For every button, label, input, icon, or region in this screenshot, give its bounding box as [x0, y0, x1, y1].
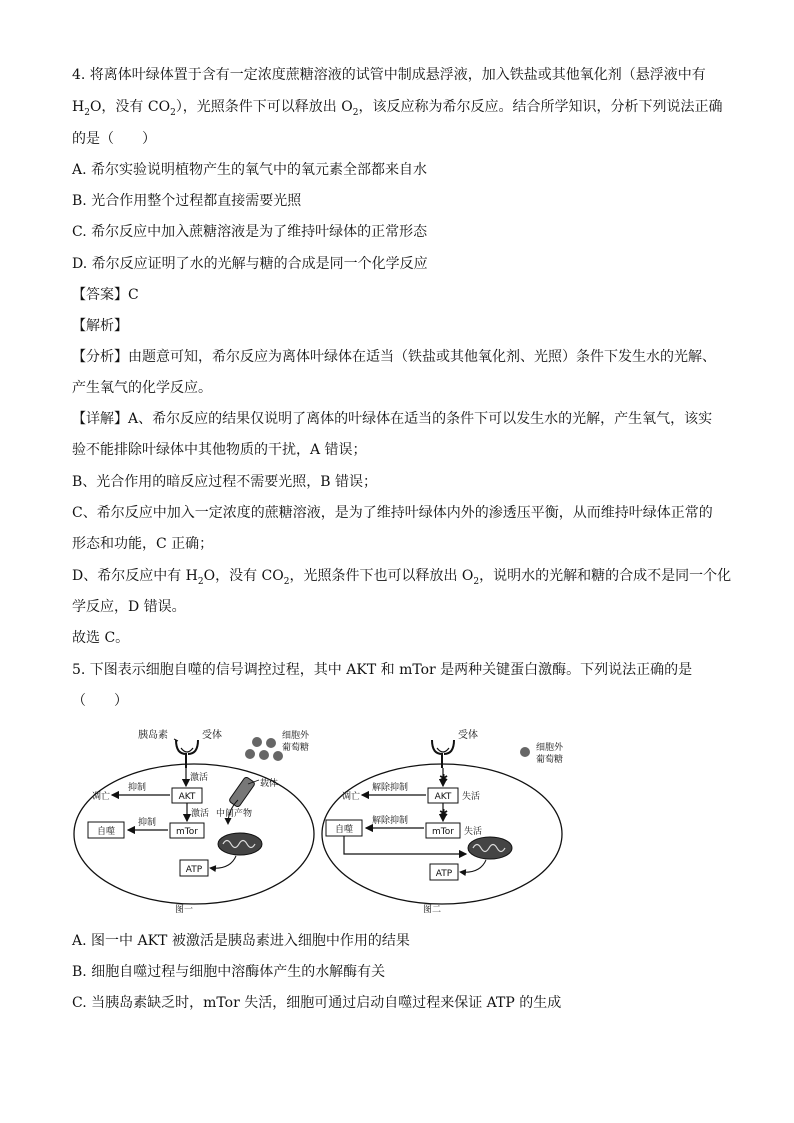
glucose-molecule	[520, 747, 530, 757]
mitochondrion	[468, 837, 512, 859]
q5-option-b: B. 细胞自噬过程与细胞中溶酶体产生的水解酶有关	[72, 964, 386, 980]
intermediate-label: 中间产物	[216, 809, 253, 819]
q4-option-d: D. 希尔反应证明了水的光解与糖的合成是同一个化学反应	[72, 256, 428, 272]
inactive-label: 失活	[464, 827, 483, 837]
activate-label: 激活	[191, 809, 210, 819]
q4-detail-a-line2: 验不能排除叶绿体中其他物质的干扰，A 错误；	[72, 442, 367, 458]
mtor-label: mTor	[176, 827, 198, 837]
autophagy-label: 自噬	[96, 827, 116, 837]
akt-label: AKT	[434, 792, 452, 802]
receptor-label: 受体	[202, 730, 222, 741]
carrier-protein	[228, 776, 255, 807]
q4-stem-line3: 的是（ ）	[72, 131, 156, 147]
figure-caption: 图一	[175, 905, 194, 915]
atp-label: ATP	[435, 869, 453, 879]
q4-detail-c-line1: C、希尔反应中加入一定浓度的蔗糖溶液，是为了维持叶绿体内外的渗透压平衡，从而维持叶绿体正常的	[72, 505, 713, 521]
glucose-molecule	[259, 750, 269, 760]
insulin-label: 胰岛素	[138, 730, 168, 741]
q4-conclusion: 故选 C。	[72, 630, 130, 646]
q4-detail-b: B、光合作用的暗反应过程不需要光照，B 错误；	[72, 474, 378, 490]
q4-detail-d-line1: D、希尔反应中有 $H_2O$，没有 $CO_2$，光照条件下也可以释放出 $O_2$，说明水的光解和糖的合成不是同一个化	[72, 568, 732, 587]
release-inhibit-label: 解除抑制	[372, 816, 409, 826]
q4-stem-line2: $H_2O$，没有 $CO_2$），光照条件下可以释放出 $O_2$，该反应称为希尔反应。结合所学知识，分析下列说法正确	[72, 99, 723, 118]
figure-two	[322, 728, 564, 915]
figure-caption: 图二	[423, 905, 442, 915]
glucose-label: 细胞外	[536, 743, 564, 753]
q4-option-b: B. 光合作用整个过程都直接需要光照	[72, 193, 302, 209]
atp-label: ATP	[185, 865, 203, 875]
q4-fenxi-line2: 产生氧气的化学反应。	[72, 380, 212, 396]
inactive-label: 失活	[462, 792, 481, 802]
blocked-mark: ✱	[439, 807, 449, 820]
blocked-mark: ✱	[439, 772, 449, 785]
q5-option-c: C. 当胰岛素缺乏时，mTor 失活，细胞可通过启动自噬过程来保证 ATP 的生成	[72, 995, 562, 1011]
q5-stem-line2: （ ）	[72, 693, 128, 709]
glucose-label: 细胞外	[282, 731, 310, 741]
q4-analysis-heading: 【解析】	[72, 318, 128, 334]
glucose-label: 葡萄糖	[282, 743, 310, 753]
q5-option-a: A. 图一中 AKT 被激活是胰岛素进入细胞中作用的结果	[72, 933, 410, 949]
release-inhibit-label: 解除抑制	[372, 783, 409, 793]
q4-detail-c-line2: 形态和功能，C 正确；	[72, 536, 214, 552]
figure-one	[74, 728, 314, 915]
q4-stem-line1: 4. 将离体叶绿体置于含有一定浓度蔗糖溶液的试管中制成悬浮液，加入铁盐或其他氧化剂（悬浮液中有	[72, 67, 706, 83]
carrier-label: 载体	[260, 779, 279, 789]
autophagy-label: 自噬	[334, 825, 354, 835]
glucose-molecule	[245, 749, 255, 759]
inhibit-label: 抑制	[128, 783, 147, 793]
receptor-label: 受体	[458, 730, 478, 741]
mtor-label: mTor	[432, 827, 454, 837]
q4-option-a: A. 希尔实验说明植物产生的氧气中的氧元素全部都来自水	[72, 162, 428, 178]
akt-label: AKT	[178, 792, 196, 802]
apoptosis-label: 凋亡	[342, 792, 361, 802]
q5-stem-line1: 5. 下图表示细胞自噬的信号调控过程，其中 AKT 和 mTor 是两种关键蛋白激酶。下列说法正确的是	[72, 662, 693, 678]
apoptosis-label: 凋亡	[92, 792, 111, 802]
q4-answer: 【答案】C	[72, 287, 139, 303]
q4-option-c: C. 希尔反应中加入蔗糖溶液是为了维持叶绿体的正常形态	[72, 224, 428, 240]
q4-detail-a-line1: 【详解】A、希尔反应的结果仅说明了离体的叶绿体在适当的条件下可以发生水的光解，产生氧气，该实	[72, 411, 713, 427]
q4-fenxi-line1: 【分析】由题意可知，希尔反应为离体叶绿体在适当（铁盐或其他氧化剂、光照）条件下发生水的光解、	[72, 349, 716, 365]
glucose-molecule	[266, 738, 276, 748]
glucose-label: 葡萄糖	[536, 755, 564, 765]
inhibit-label: 抑制	[138, 818, 157, 828]
mitochondrion	[218, 833, 262, 855]
activate-label: 激活	[190, 773, 209, 783]
autophagy-figures	[60, 722, 580, 922]
glucose-molecule	[252, 737, 262, 747]
q4-detail-d-line2: 学反应，D 错误。	[72, 599, 186, 615]
